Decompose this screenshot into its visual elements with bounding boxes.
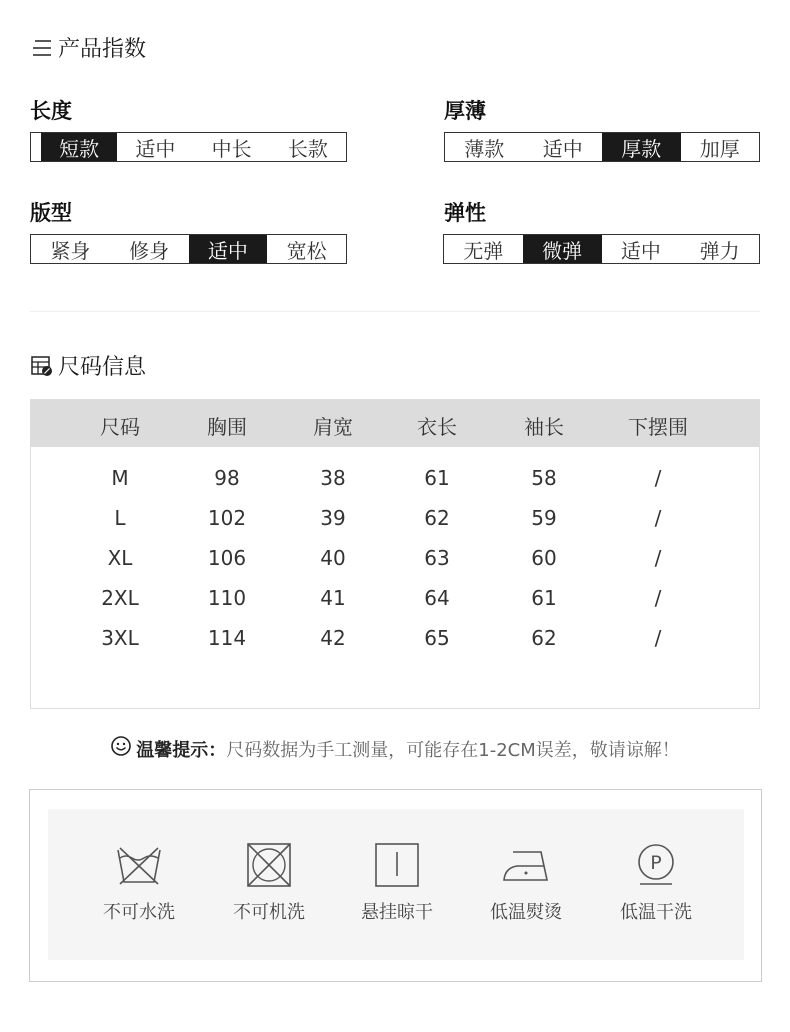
fit-option: 宽松 [286,238,327,263]
section-divider [30,311,760,312]
size-cell: 106 [207,546,247,570]
size-row [31,626,759,656]
size-cell: 61 [424,466,450,490]
elasticity-bar [443,234,760,264]
thickness-label: 厚薄 [444,99,486,123]
thickness-option: 薄款 [464,136,505,161]
elasticity-label: 弹性 [444,201,486,225]
size-cell: 40 [320,546,346,570]
size-header-cell: 尺码 [100,415,140,439]
smile-icon [110,735,132,762]
low-dry-clean-icon [633,842,679,888]
care-item-hang-dry [342,842,452,924]
size-cell: 3XL [101,626,139,650]
elasticity-option: 适中 [620,238,661,263]
care-item-low-dry-clean [601,842,711,924]
thickness-bar [444,132,760,162]
tip-label: 温馨提示： [136,739,227,761]
care-label: 悬挂晾干 [361,902,433,923]
care-item-low-iron [471,842,581,924]
length-option: 短款 [41,133,117,161]
care-item-no-machine-wash [214,842,324,924]
svg-text:P: P [650,852,662,874]
size-cell: 102 [207,506,247,530]
size-cell: 42 [320,626,346,650]
elasticity-option: 无弹 [463,238,504,263]
size-cell: M [111,466,129,490]
size-cell: 58 [531,466,557,490]
care-panel-inner [48,809,744,960]
size-cell: 64 [424,586,450,610]
elasticity-option: 弹力 [699,238,740,263]
no-machine-wash-icon [246,842,292,888]
size-cell: 39 [320,506,346,530]
size-cell: 38 [320,466,346,490]
size-cell: / [654,506,662,530]
size-cell: / [654,586,662,610]
size-cell: 60 [531,546,557,570]
size-cell: 114 [207,626,247,650]
list-icon [30,36,54,60]
size-header-cell: 胸围 [207,415,247,439]
length-label: 长度 [30,99,72,123]
size-cell: / [654,466,662,490]
measurement-tip [0,735,790,762]
thickness-option: 厚款 [602,133,681,161]
fit-bar [30,234,347,264]
fit-option: 紧身 [50,238,91,263]
size-header-cell: 袖长 [524,415,564,439]
size-table-header [31,400,759,447]
size-cell: 65 [424,626,450,650]
care-label: 低温干洗 [620,902,692,923]
no-wash-icon [116,842,162,888]
size-cell: / [654,626,662,650]
size-cell: 63 [424,546,450,570]
size-row [31,466,759,496]
hang-dry-icon [374,842,420,888]
size-cell: 41 [320,586,346,610]
size-table [30,399,760,709]
care-item-no-wash [84,842,194,924]
length-option: 长款 [287,136,328,161]
low-iron-icon [501,842,551,888]
fit-option: 适中 [189,235,268,263]
size-row [31,506,759,536]
care-panel [29,789,762,982]
size-row [31,586,759,616]
size-info-title: 尺码信息 [30,350,146,381]
size-cell: 61 [531,586,557,610]
elasticity-option: 微弹 [523,235,602,263]
care-label: 不可水洗 [103,902,175,923]
size-cell: 62 [424,506,450,530]
size-header-cell: 衣长 [417,415,457,439]
size-header-cell: 下摆围 [628,415,688,439]
size-header-cell: 肩宽 [313,415,353,439]
thickness-option: 适中 [542,136,583,161]
tip-text: 尺码数据为手工测量，可能存在1-2CM误差，敬请谅解！ [226,739,680,761]
size-cell: 2XL [101,586,139,610]
size-cell: L [114,506,126,530]
thickness-option: 加厚 [699,136,740,161]
length-option: 中长 [211,136,252,161]
size-cell: 110 [207,586,247,610]
product-params-title: 产品指数 [30,32,146,63]
length-bar [30,132,347,162]
length-option: 适中 [135,136,176,161]
size-table-icon [30,354,54,378]
care-label: 不可机洗 [233,902,305,923]
size-cell: 62 [531,626,557,650]
size-cell: 98 [214,466,240,490]
size-row [31,546,759,576]
size-cell: / [654,546,662,570]
size-cell: 59 [531,506,557,530]
fit-label: 版型 [30,201,72,225]
fit-option: 修身 [129,238,170,263]
size-cell: XL [107,546,133,570]
care-label: 低温熨烫 [490,902,562,923]
